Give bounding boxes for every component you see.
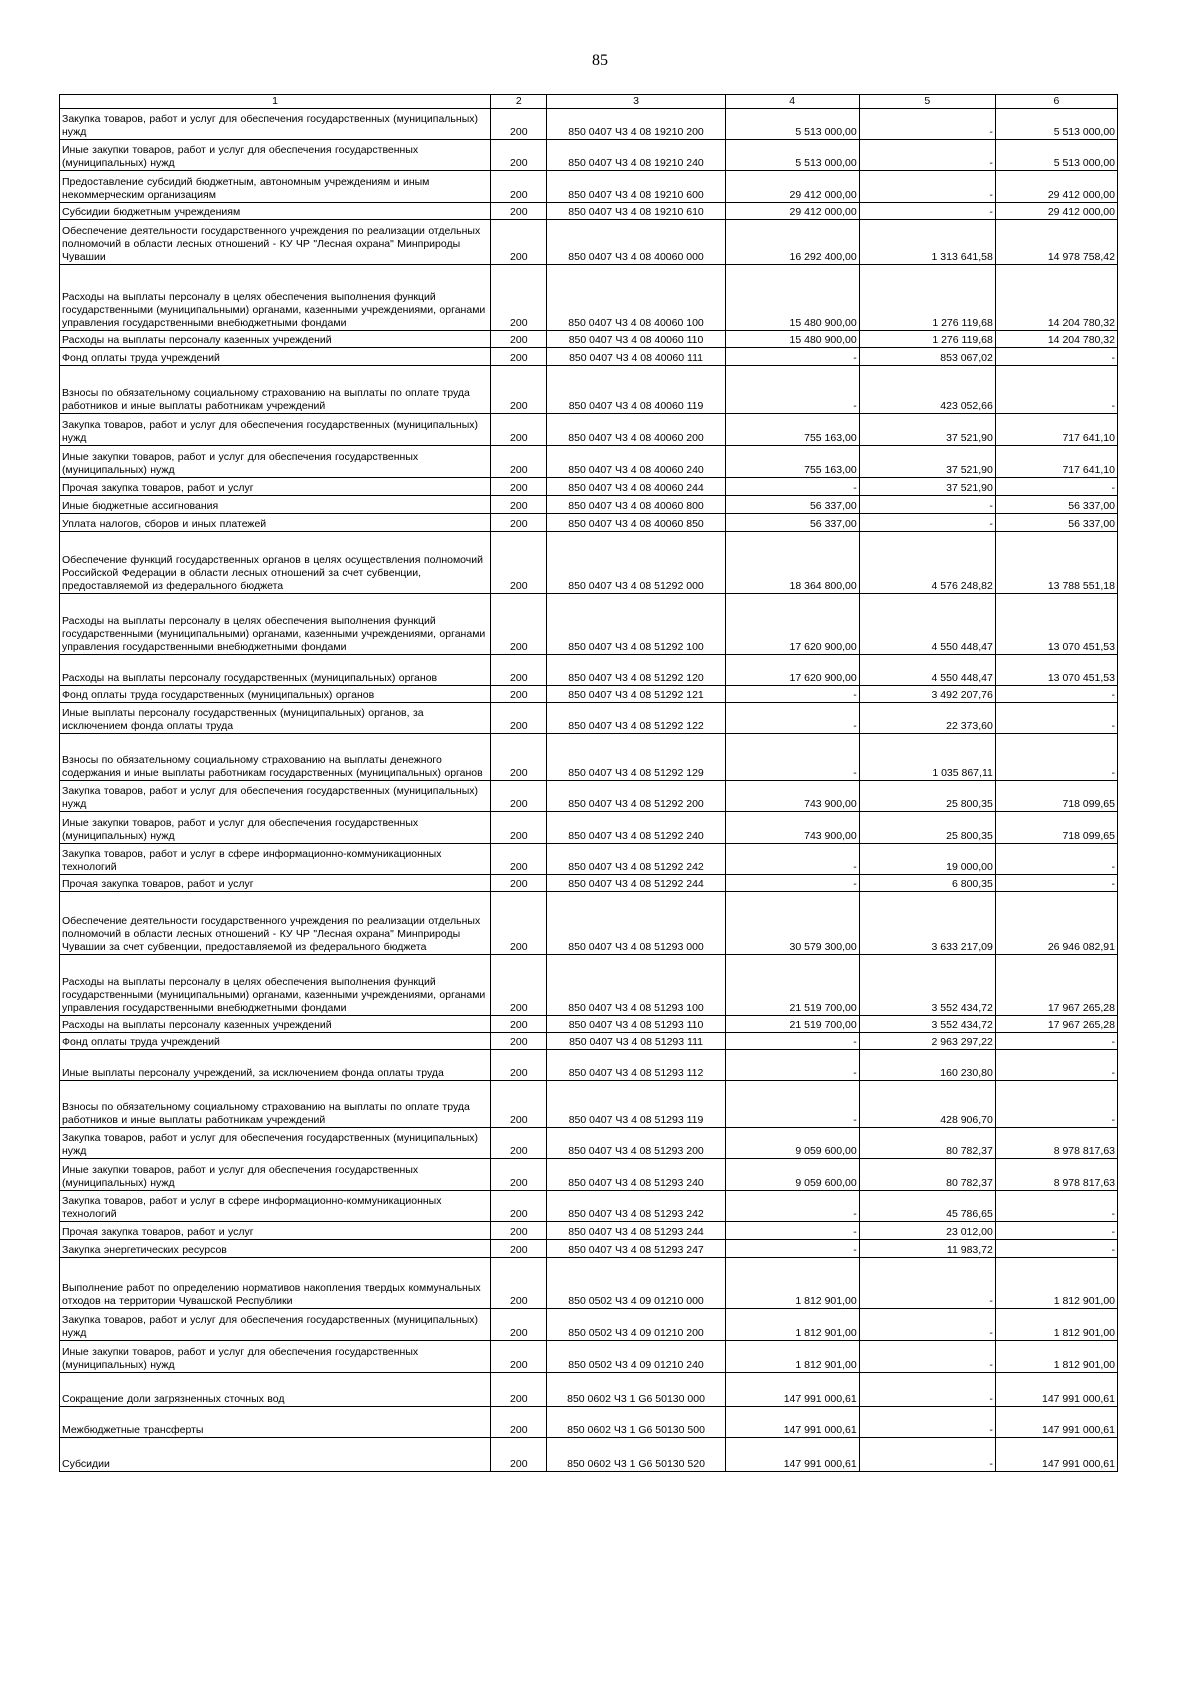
approved-amount: 17 620 900,00 [725,594,859,655]
approved-amount: - [725,1033,859,1050]
executed-amount: - [859,1341,995,1373]
executed-amount: 3 552 434,72 [859,1016,995,1033]
executed-amount: - [859,1438,995,1472]
line-item-name: Сокращение доли загрязненных сточных вод [60,1373,491,1407]
line-item-name: Обеспечение деятельности государственного учреждения по реализации отдельных полномочий в области лесных отношений - КУ ЧР "Лесная охрана" Минприроды Чувашии [60,220,491,265]
unexecuted-amount: 14 204 780,32 [995,265,1117,331]
table-row [60,514,1118,532]
line-item-name: Расходы на выплаты персоналу государственных (муниципальных) органов [60,655,491,686]
table-row [60,1407,1118,1438]
line-code: 200 [491,265,547,331]
table-row [60,1128,1118,1159]
executed-amount: 160 230,80 [859,1050,995,1081]
executed-amount: 2 963 297,22 [859,1033,995,1050]
line-item-name: Предоставление субсидий бюджетным, автономным учреждениям и иным некоммерческим организациям [60,171,491,203]
table-row [60,1016,1118,1033]
table-row [60,1373,1118,1407]
table-row [60,844,1118,875]
line-item-name: Взносы по обязательному социальному страхованию на выплаты по оплате труда работников и иные выплаты работникам учреждений [60,1081,491,1128]
line-code: 200 [491,812,547,844]
budget-classification-code: 850 0407 Ч3 4 08 51292 129 [547,734,725,781]
approved-amount: 1 812 901,00 [725,1258,859,1309]
unexecuted-amount: 56 337,00 [995,514,1117,532]
line-code: 200 [491,686,547,703]
table-row [60,955,1118,1016]
approved-amount: - [725,478,859,496]
budget-classification-code: 850 0407 Ч3 4 08 51293 110 [547,1016,725,1033]
executed-amount: 19 000,00 [859,844,995,875]
line-item-name: Уплата налогов, сборов и иных платежей [60,514,491,532]
budget-classification-code: 850 0407 Ч3 4 08 40060 111 [547,348,725,366]
budget-classification-code: 850 0502 Ч3 4 09 01210 240 [547,1341,725,1373]
budget-classification-code: 850 0407 Ч3 4 08 40060 244 [547,478,725,496]
unexecuted-amount: 717 641,10 [995,414,1117,446]
unexecuted-amount: 29 412 000,00 [995,171,1117,203]
unexecuted-amount: 717 641,10 [995,446,1117,478]
line-item-name: Прочая закупка товаров, работ и услуг [60,875,491,892]
approved-amount: 29 412 000,00 [725,203,859,220]
unexecuted-amount: 14 978 758,42 [995,220,1117,265]
line-code: 200 [491,594,547,655]
approved-amount: 5 513 000,00 [725,109,859,140]
line-code: 200 [491,1240,547,1258]
line-item-name: Иные закупки товаров, работ и услуг для обеспечения государственных (муниципальных) нужд [60,446,491,478]
line-code: 200 [491,1081,547,1128]
approved-amount: 21 519 700,00 [725,1016,859,1033]
executed-amount: - [859,171,995,203]
line-item-name: Иные бюджетные ассигнования [60,496,491,514]
executed-amount: - [859,109,995,140]
table-row [60,446,1118,478]
column-header: 3 [547,95,725,109]
executed-amount: 1 276 119,68 [859,331,995,348]
line-item-name: Иные закупки товаров, работ и услуг для обеспечения государственных (муниципальных) нужд [60,1159,491,1191]
executed-amount: 3 492 207,76 [859,686,995,703]
budget-classification-code: 850 0602 Ч3 1 G6 50130 520 [547,1438,725,1472]
unexecuted-amount: - [995,1033,1117,1050]
budget-classification-code: 850 0502 Ч3 4 09 01210 200 [547,1309,725,1341]
approved-amount: 755 163,00 [725,414,859,446]
executed-amount: 37 521,90 [859,478,995,496]
line-item-name: Расходы на выплаты персоналу в целях обеспечения выполнения функций государственными (муниципальными) органами, казенными учреждениями, органами управления государственными внебюджетными фондами [60,265,491,331]
executed-amount: - [859,1407,995,1438]
line-code: 200 [491,414,547,446]
line-item-name: Фонд оплаты труда государственных (муниципальных) органов [60,686,491,703]
budget-classification-code: 850 0407 Ч3 4 08 51293 111 [547,1033,725,1050]
line-item-name: Расходы на выплаты персоналу казенных учреждений [60,331,491,348]
line-item-name: Иные закупки товаров, работ и услуг для обеспечения государственных (муниципальных) нужд [60,140,491,171]
budget-classification-code: 850 0407 Ч3 4 08 51293 119 [547,1081,725,1128]
unexecuted-amount: 718 099,65 [995,781,1117,812]
line-code: 200 [491,1438,547,1472]
line-code: 200 [491,1373,547,1407]
unexecuted-amount: 5 513 000,00 [995,140,1117,171]
table-row [60,1341,1118,1373]
budget-classification-code: 850 0407 Ч3 4 08 51293 100 [547,955,725,1016]
executed-amount: 1 035 867,11 [859,734,995,781]
line-code: 200 [491,1309,547,1341]
unexecuted-amount: - [995,703,1117,734]
line-code: 200 [491,171,547,203]
table-row [60,1050,1118,1081]
executed-amount: 25 800,35 [859,781,995,812]
table-row [60,734,1118,781]
line-code: 200 [491,366,547,414]
approved-amount: - [725,1050,859,1081]
line-item-name: Расходы на выплаты персоналу в целях обеспечения выполнения функций государственными (муниципальными) органами, казенными учреждениями, органами управления государственными внебюджетными фондами [60,594,491,655]
page-number: 85 [592,52,608,69]
line-code: 200 [491,655,547,686]
unexecuted-amount: - [995,1081,1117,1128]
unexecuted-amount: 8 978 817,63 [995,1128,1117,1159]
budget-classification-code: 850 0407 Ч3 4 08 51293 242 [547,1191,725,1222]
unexecuted-amount: - [995,875,1117,892]
line-code: 200 [491,203,547,220]
table-row [60,348,1118,366]
unexecuted-amount: 147 991 000,61 [995,1438,1117,1472]
table-row [60,1258,1118,1309]
executed-amount: 80 782,37 [859,1159,995,1191]
executed-amount: - [859,1309,995,1341]
executed-amount: - [859,140,995,171]
unexecuted-amount: 1 812 901,00 [995,1341,1117,1373]
budget-classification-code: 850 0502 Ч3 4 09 01210 000 [547,1258,725,1309]
unexecuted-amount: - [995,348,1117,366]
unexecuted-amount: 147 991 000,61 [995,1407,1117,1438]
table-row [60,892,1118,955]
approved-amount: 16 292 400,00 [725,220,859,265]
table-row [60,594,1118,655]
unexecuted-amount: - [995,1240,1117,1258]
line-item-name: Закупка товаров, работ и услуг для обеспечения государственных (муниципальных) нужд [60,1128,491,1159]
unexecuted-amount: 17 967 265,28 [995,955,1117,1016]
approved-amount: 56 337,00 [725,514,859,532]
budget-classification-code: 850 0407 Ч3 4 08 40060 110 [547,331,725,348]
approved-amount: 147 991 000,61 [725,1407,859,1438]
approved-amount: 9 059 600,00 [725,1128,859,1159]
budget-execution-table [59,94,1118,1472]
executed-amount: - [859,203,995,220]
unexecuted-amount: 14 204 780,32 [995,331,1117,348]
budget-classification-code: 850 0407 Ч3 4 08 40060 240 [547,446,725,478]
budget-classification-code: 850 0407 Ч3 4 08 19210 600 [547,171,725,203]
table-row [60,875,1118,892]
approved-amount: - [725,703,859,734]
table-row [60,171,1118,203]
line-code: 200 [491,734,547,781]
approved-amount: 15 480 900,00 [725,265,859,331]
budget-classification-code: 850 0407 Ч3 4 08 40060 800 [547,496,725,514]
line-code: 200 [491,1258,547,1309]
budget-classification-code: 850 0407 Ч3 4 08 19210 200 [547,109,725,140]
budget-classification-code: 850 0602 Ч3 1 G6 50130 000 [547,1373,725,1407]
approved-amount: - [725,1222,859,1240]
table-row [60,1309,1118,1341]
table-row [60,1159,1118,1191]
table-row [60,140,1118,171]
table-row [60,220,1118,265]
budget-classification-code: 850 0407 Ч3 4 08 40060 000 [547,220,725,265]
line-item-name: Фонд оплаты труда учреждений [60,1033,491,1050]
approved-amount: 15 480 900,00 [725,331,859,348]
line-item-name: Взносы по обязательному социальному страхованию на выплаты по оплате труда работников и иные выплаты работникам учреждений [60,366,491,414]
table-row [60,366,1118,414]
line-item-name: Закупка товаров, работ и услуг для обеспечения государственных (муниципальных) нужд [60,781,491,812]
line-code: 200 [491,478,547,496]
executed-amount: 3 633 217,09 [859,892,995,955]
approved-amount: - [725,844,859,875]
unexecuted-amount: 8 978 817,63 [995,1159,1117,1191]
table-row [60,781,1118,812]
approved-amount: - [725,734,859,781]
approved-amount: 147 991 000,61 [725,1373,859,1407]
executed-amount: 428 906,70 [859,1081,995,1128]
executed-amount: 4 550 448,47 [859,594,995,655]
executed-amount: 37 521,90 [859,414,995,446]
line-code: 200 [491,446,547,478]
line-code: 200 [491,348,547,366]
table-row [60,703,1118,734]
approved-amount: 755 163,00 [725,446,859,478]
line-code: 200 [491,1159,547,1191]
unexecuted-amount: 718 099,65 [995,812,1117,844]
line-item-name: Расходы на выплаты персоналу в целях обеспечения выполнения функций государственными (муниципальными) органами, казенными учреждениями, органами управления государственными внебюджетными фондами [60,955,491,1016]
table-row [60,265,1118,331]
line-item-name: Расходы на выплаты персоналу казенных учреждений [60,1016,491,1033]
line-code: 200 [491,1050,547,1081]
line-item-name: Обеспечение функций государственных органов в целях осуществления полномочий Российской Федерации в области лесных отношений за счет субвенции, предоставляемой из федерального бюджета [60,532,491,594]
unexecuted-amount: 1 812 901,00 [995,1258,1117,1309]
executed-amount: 1 276 119,68 [859,265,995,331]
column-header: 2 [491,95,547,109]
budget-classification-code: 850 0407 Ч3 4 08 51293 244 [547,1222,725,1240]
executed-amount: 6 800,35 [859,875,995,892]
budget-classification-code: 850 0407 Ч3 4 08 51292 120 [547,655,725,686]
unexecuted-amount: - [995,1050,1117,1081]
executed-amount: 4 576 248,82 [859,532,995,594]
line-code: 200 [491,844,547,875]
unexecuted-amount: 13 070 451,53 [995,594,1117,655]
column-header: 6 [995,95,1117,109]
budget-classification-code: 850 0407 Ч3 4 08 40060 119 [547,366,725,414]
line-code: 200 [491,875,547,892]
line-code: 200 [491,1222,547,1240]
line-code: 200 [491,955,547,1016]
budget-classification-code: 850 0602 Ч3 1 G6 50130 500 [547,1407,725,1438]
table-row [60,686,1118,703]
unexecuted-amount: 17 967 265,28 [995,1016,1117,1033]
approved-amount: 147 991 000,61 [725,1438,859,1472]
line-item-name: Обеспечение деятельности государственного учреждения по реализации отдельных полномочий в области лесных отношений - КУ ЧР "Лесная охрана" Минприроды Чувашии за счет субвенции, предоставляемой из федерального бюджета [60,892,491,955]
approved-amount: 29 412 000,00 [725,171,859,203]
approved-amount: 56 337,00 [725,496,859,514]
line-item-name: Закупка товаров, работ и услуг в сфере информационно-коммуникационных технологий [60,1191,491,1222]
column-number-row [60,95,1118,109]
approved-amount: - [725,1240,859,1258]
line-code: 200 [491,892,547,955]
unexecuted-amount: - [995,478,1117,496]
line-code: 200 [491,1128,547,1159]
approved-amount: - [725,686,859,703]
executed-amount: 3 552 434,72 [859,955,995,1016]
unexecuted-amount: 5 513 000,00 [995,109,1117,140]
line-code: 200 [491,781,547,812]
unexecuted-amount: 29 412 000,00 [995,203,1117,220]
executed-amount: - [859,514,995,532]
line-code: 200 [491,496,547,514]
line-code: 200 [491,514,547,532]
line-item-name: Прочая закупка товаров, работ и услуг [60,478,491,496]
column-header: 4 [725,95,859,109]
budget-classification-code: 850 0407 Ч3 4 08 51292 242 [547,844,725,875]
budget-classification-code: 850 0407 Ч3 4 08 51293 000 [547,892,725,955]
executed-amount: 853 067,02 [859,348,995,366]
unexecuted-amount: - [995,686,1117,703]
unexecuted-amount: 13 070 451,53 [995,655,1117,686]
unexecuted-amount: 147 991 000,61 [995,1373,1117,1407]
table-row [60,812,1118,844]
table-row [60,496,1118,514]
line-item-name: Закупка энергетических ресурсов [60,1240,491,1258]
table-row [60,1081,1118,1128]
budget-classification-code: 850 0407 Ч3 4 08 51292 121 [547,686,725,703]
table-row [60,331,1118,348]
unexecuted-amount: - [995,366,1117,414]
budget-classification-code: 850 0407 Ч3 4 08 51293 247 [547,1240,725,1258]
budget-classification-code: 850 0407 Ч3 4 08 51292 200 [547,781,725,812]
budget-classification-code: 850 0407 Ч3 4 08 51292 244 [547,875,725,892]
line-item-name: Выполнение работ по определению нормативов накопления твердых коммунальных отходов на территории Чувашской Республики [60,1258,491,1309]
approved-amount: - [725,1191,859,1222]
line-item-name: Закупка товаров, работ и услуг для обеспечения государственных (муниципальных) нужд [60,109,491,140]
approved-amount: 9 059 600,00 [725,1159,859,1191]
table-row [60,414,1118,446]
budget-classification-code: 850 0407 Ч3 4 08 51293 240 [547,1159,725,1191]
approved-amount: 743 900,00 [725,812,859,844]
table-row [60,655,1118,686]
approved-amount: 17 620 900,00 [725,655,859,686]
unexecuted-amount: - [995,844,1117,875]
line-code: 200 [491,1191,547,1222]
unexecuted-amount: - [995,1191,1117,1222]
approved-amount: - [725,1081,859,1128]
table-row [60,109,1118,140]
table-row [60,1222,1118,1240]
budget-classification-code: 850 0407 Ч3 4 08 51293 200 [547,1128,725,1159]
budget-classification-code: 850 0407 Ч3 4 08 51292 000 [547,532,725,594]
line-item-name: Закупка товаров, работ и услуг для обеспечения государственных (муниципальных) нужд [60,414,491,446]
line-code: 200 [491,1016,547,1033]
executed-amount: - [859,496,995,514]
line-item-name: Иные закупки товаров, работ и услуг для обеспечения государственных (муниципальных) нужд [60,812,491,844]
table-row [60,1033,1118,1050]
executed-amount: 45 786,65 [859,1191,995,1222]
unexecuted-amount: 26 946 082,91 [995,892,1117,955]
executed-amount: 22 373,60 [859,703,995,734]
line-item-name: Межбюджетные трансферты [60,1407,491,1438]
approved-amount: - [725,348,859,366]
budget-classification-code: 850 0407 Ч3 4 08 51292 100 [547,594,725,655]
executed-amount: 25 800,35 [859,812,995,844]
unexecuted-amount: - [995,1222,1117,1240]
budget-classification-code: 850 0407 Ч3 4 08 51292 240 [547,812,725,844]
approved-amount: 1 812 901,00 [725,1309,859,1341]
line-code: 200 [491,703,547,734]
approved-amount: 18 364 800,00 [725,532,859,594]
line-code: 200 [491,331,547,348]
line-item-name: Закупка товаров, работ и услуг в сфере информационно-коммуникационных технологий [60,844,491,875]
approved-amount: 5 513 000,00 [725,140,859,171]
executed-amount: 423 052,66 [859,366,995,414]
line-item-name: Фонд оплаты труда учреждений [60,348,491,366]
executed-amount: 11 983,72 [859,1240,995,1258]
line-code: 200 [491,1033,547,1050]
budget-classification-code: 850 0407 Ч3 4 08 51292 122 [547,703,725,734]
approved-amount: - [725,366,859,414]
budget-classification-code: 850 0407 Ч3 4 08 51293 112 [547,1050,725,1081]
executed-amount: - [859,1373,995,1407]
approved-amount: 21 519 700,00 [725,955,859,1016]
approved-amount: - [725,875,859,892]
executed-amount: 37 521,90 [859,446,995,478]
line-item-name: Прочая закупка товаров, работ и услуг [60,1222,491,1240]
table-row [60,1191,1118,1222]
executed-amount: 80 782,37 [859,1128,995,1159]
table-row [60,1240,1118,1258]
line-item-name: Субсидии бюджетным учреждениям [60,203,491,220]
executed-amount: 23 012,00 [859,1222,995,1240]
executed-amount: 4 550 448,47 [859,655,995,686]
approved-amount: 743 900,00 [725,781,859,812]
table-row [60,532,1118,594]
approved-amount: 30 579 300,00 [725,892,859,955]
budget-classification-code: 850 0407 Ч3 4 08 40060 200 [547,414,725,446]
unexecuted-amount: - [995,734,1117,781]
line-code: 200 [491,532,547,594]
column-header: 1 [60,95,491,109]
line-item-name: Взносы по обязательному социальному страхованию на выплаты денежного содержания и иные выплаты работникам государственных (муниципальных) органов [60,734,491,781]
line-code: 200 [491,140,547,171]
line-code: 200 [491,109,547,140]
line-item-name: Закупка товаров, работ и услуг для обеспечения государственных (муниципальных) нужд [60,1309,491,1341]
table-row [60,1438,1118,1472]
line-code: 200 [491,1407,547,1438]
line-item-name: Иные выплаты персоналу государственных (муниципальных) органов, за исключением фонда оплаты труда [60,703,491,734]
unexecuted-amount: 56 337,00 [995,496,1117,514]
line-code: 200 [491,1341,547,1373]
table-row [60,203,1118,220]
column-header: 5 [859,95,995,109]
line-item-name: Субсидии [60,1438,491,1472]
unexecuted-amount: 1 812 901,00 [995,1309,1117,1341]
executed-amount: - [859,1258,995,1309]
table-row [60,478,1118,496]
budget-classification-code: 850 0407 Ч3 4 08 40060 100 [547,265,725,331]
budget-classification-code: 850 0407 Ч3 4 08 40060 850 [547,514,725,532]
executed-amount: 1 313 641,58 [859,220,995,265]
unexecuted-amount: 13 788 551,18 [995,532,1117,594]
line-item-name: Иные выплаты персоналу учреждений, за исключением фонда оплаты труда [60,1050,491,1081]
line-code: 200 [491,220,547,265]
budget-classification-code: 850 0407 Ч3 4 08 19210 610 [547,203,725,220]
approved-amount: 1 812 901,00 [725,1341,859,1373]
budget-classification-code: 850 0407 Ч3 4 08 19210 240 [547,140,725,171]
line-item-name: Иные закупки товаров, работ и услуг для обеспечения государственных (муниципальных) нужд [60,1341,491,1373]
